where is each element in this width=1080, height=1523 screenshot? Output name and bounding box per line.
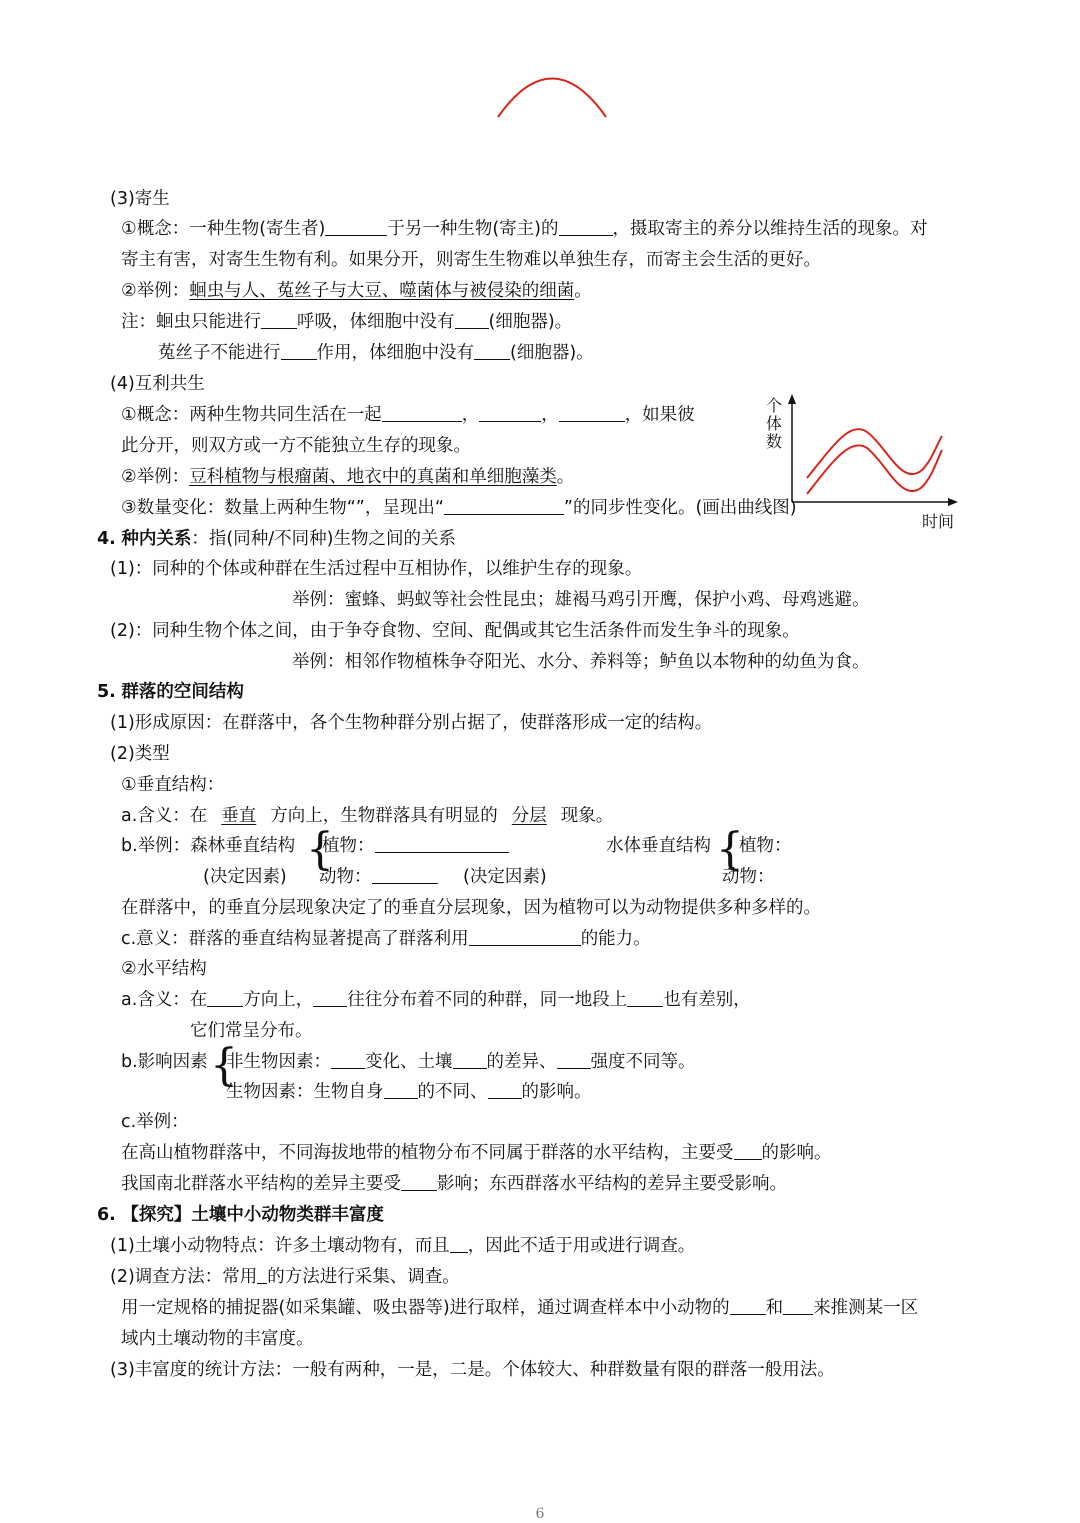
section-4-title: (4)互利共生 — [110, 374, 205, 394]
heading-4: 4. 种内关系：指(同种/不同种)生物之间的关系 — [97, 529, 456, 549]
heading-6: 6. 【探究】土壤中小动物类群丰富度 — [97, 1205, 384, 1225]
brace-factors: { — [210, 1040, 238, 1091]
intra-competition: (2)：同种生物个体之间，由于争夺食物、空间、配偶或其它生活条件而发生争斗的现象。 — [110, 621, 800, 641]
horizontal-meaning: a.含义：在 方向上， 往往分布着不同的种群，同一地段上 也有差别， — [121, 990, 751, 1010]
forest-animal: 动物： — [319, 865, 438, 889]
richness-statistics: (3)丰富度的统计方法：一般有两种，一是，二是。个体较大、种群数量有限的群落一般用法。 — [110, 1360, 835, 1380]
parasitism-note2: 菟丝子不能进行 作用，体细胞中没有 (细胞器)。 — [158, 343, 594, 363]
page-number: 6 — [535, 1506, 545, 1522]
survey-method: (2)调查方法：常用 的方法进行采集、调查。 — [110, 1267, 460, 1287]
mutualism-concept-line1: ①概念：两种生物共同生活在一起 ， ， ，如果彼 — [121, 405, 695, 425]
vertical-example-label: b.举例：森林垂直结构 — [121, 836, 296, 856]
water-animal: 动物： — [722, 867, 775, 887]
parasitism-note1: 注：蛔虫只能进行 呼吸，体细胞中没有 (细胞器)。 — [121, 312, 573, 332]
water-vertical-label: 水体垂直结构 — [606, 836, 711, 856]
graph-x-label: 时间 — [922, 512, 955, 531]
mutualism-quantity: ③数量变化：数量上两种生物“”，呈现出“ ”的同步性变化。(画出曲线图) — [121, 498, 797, 518]
vertical-layering-reason: 在群落中，的垂直分层现象决定了的垂直分层现象，因为植物可以为动物提供多种多样的。 — [121, 898, 821, 918]
survey-method-detail: 用一定规格的捕捉器(如采集罐、吸虫器等)进行取样，通过调查样本中小动物的 和 来推测某一区 — [121, 1298, 919, 1318]
brace-forest: { — [306, 824, 334, 875]
brace-water: { — [716, 824, 744, 875]
horizontal-example-2: 我国南北群落水平结构的差异主要受 影响；东西群落水平结构的差异主要受影响。 — [121, 1174, 787, 1194]
survey-method-detail-2: 域内土壤动物的丰富度。 — [121, 1329, 314, 1349]
species-a-curve — [807, 429, 942, 478]
horizontal-meaning-line2: 它们常呈分布。 — [190, 1021, 313, 1041]
forest-factor: (决定因素) — [203, 867, 287, 887]
vertical-structure-title: ①垂直结构： — [121, 775, 225, 795]
soil-animal-traits: (1)土壤小动物特点：许多土壤动物有，而且 ，因此不适于用或进行调查。 — [110, 1236, 696, 1256]
heading-5: 5. 群落的空间结构 — [97, 682, 244, 702]
mutualism-concept-line2: 此分开，则双方或一方不能独立生存的现象。 — [121, 436, 471, 456]
horizontal-example-label: c.举例： — [121, 1112, 189, 1132]
biotic-factors: 生物因素：生物自身 的不同、 的影响。 — [226, 1082, 592, 1102]
section-3-title: (3)寄生 — [110, 189, 170, 209]
vertical-significance: c.意义：群落的垂直结构显著提高了群落利用 的能力。 — [121, 929, 651, 949]
intra-cooperation-example: 举例：蜜蜂、蚂蚁等社会性昆虫；雄褐马鸡引开鹰，保护小鸡、母鸡逃避。 — [292, 590, 870, 610]
water-plant: 植物： — [739, 836, 792, 856]
top-red-arc — [0, 0, 1080, 140]
formation-cause: (1)形成原因：在群落中，各个生物种群分别占据了，使群落形成一定的结构。 — [110, 713, 713, 733]
graph-y-label: 个体数 — [766, 396, 783, 451]
vertical-meaning: a.含义：在 垂直 方向上，生物群落具有明显的 分层 现象。 — [121, 806, 614, 826]
intra-cooperation: (1)：同种的个体或种群在生活过程中互相协作，以维护生存的现象。 — [110, 559, 643, 579]
abiotic-factors: 非生物因素： 变化、土壤 的差异、 强度不同等。 — [226, 1052, 696, 1072]
intra-competition-example: 举例：相邻作物植株争夺阳光、水分、养料等；鲈鱼以本物种的幼鱼为食。 — [292, 652, 870, 672]
parasitism-example: ②举例：蛔虫与人、菟丝子与大豆、噬菌体与被侵染的细菌。 — [121, 281, 592, 301]
forest-plant: 植物： — [322, 834, 509, 858]
parasitism-concept-line1: ①概念：一种生物(寄生者) 于另一种生物(寄主)的 ，摄取寄主的养分以维持生活的现象。对 — [121, 219, 928, 239]
structure-types: (2)类型 — [110, 744, 170, 764]
horizontal-example-1: 在高山植物群落中，不同海拔地带的植物分布不同属于群落的水平结构，主要受 的影响。 — [121, 1143, 832, 1163]
horizontal-factors-label: b.影响因素 — [121, 1052, 208, 1072]
water-factor: (决定因素) — [463, 867, 547, 887]
horizontal-structure-title: ②水平结构 — [121, 959, 207, 979]
parasitism-concept-line2: 寄主有害，对寄生生物有利。如果分开，则寄生生物难以单独生存，而寄主会生活的更好。 — [121, 250, 821, 270]
mutualism-example: ②举例：豆科植物与根瘤菌、地衣中的真菌和单细胞藻类。 — [121, 467, 575, 487]
